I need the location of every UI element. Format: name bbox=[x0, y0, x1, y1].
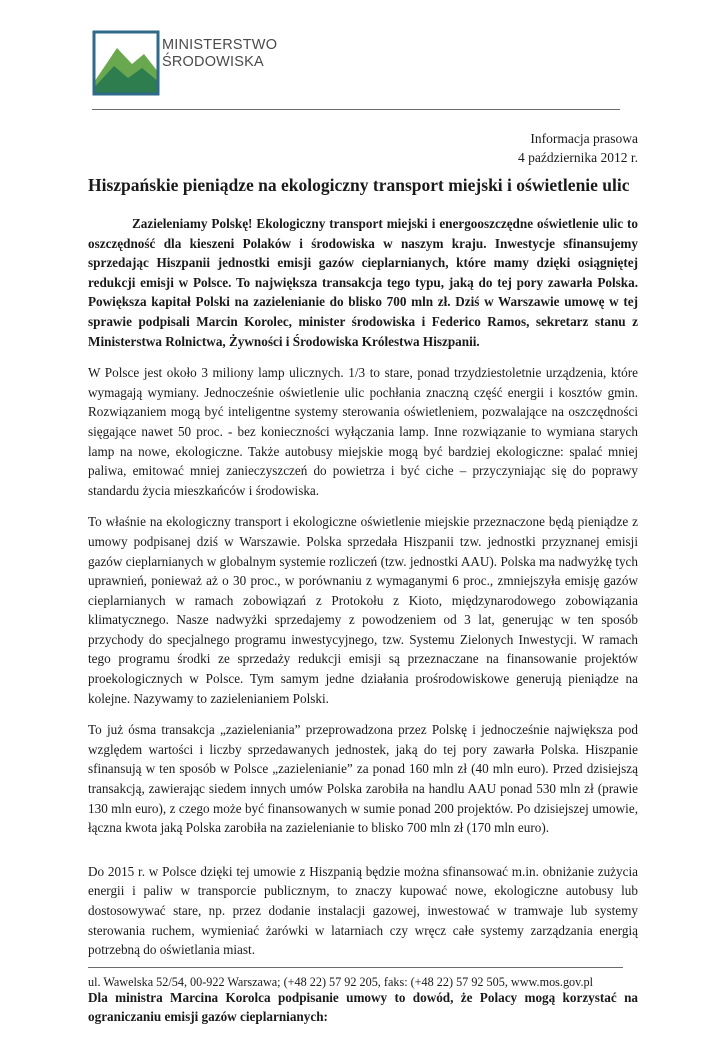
paragraph-street-lights: W Polsce jest około 3 miliony lamp ulicznych. 1/3 to stare, ponad trzydziestoletnie urządzenia, które wymagają wymiany. Jednocześnie oświetlenie ulic pochłania znaczną część energii i kosztów gmin. Rozwiązaniem mogą być inteligentne systemy sterowania oświetleniem, pozwalające na oszczędności sięgające nawet 50 proc. - bez konieczności wyłączania lamp. Inne rozwiązanie to wymiana starych lamp na nowe, ekologiczne. Także autobusy miejskie mogą być bardziej ekologiczne: spalać mniej paliwa, emitować mniej zanieczyszczeń do powietrza i być ciche – przyczyniając się do poprawy standardu życia mieszkańców i środowiska. bbox=[88, 365, 638, 498]
logo-wordmark bbox=[162, 37, 277, 71]
logo-line-2: ŚRODOWISKA bbox=[162, 54, 264, 70]
press-meta bbox=[518, 129, 638, 167]
paragraph-aau-sales: To właśnie na ekologiczny transport i ekologiczne oświetlenie miejskie przeznaczone będą pieniądze z umowy podpisanej dziś w Warszawie. Polska sprzedała Hiszpanii tzw. jednostki przyznanej emisji gazów cieplarnianych w globalnym systemie rozliczeń (tzw. jednostki AAU). Polska ma nadwyżkę tych uprawnień, ponieważ aż o 30 proc., w porównaniu z wymaganymi 6 proc., zmniejszyła emisję gazów cieplarnianych w ramach zobowiązań z Protokołu z Kioto, międzynarodowego zobowiązania klimatycznego. Nasze nadwyżki sprzedajemy z powodzeniem od 3 lat, generując w ten sposób przychody do specjalnego programu inwestycyjnego, tzw. Systemu Zielonych Inwestycji. W ramach tego programu środki ze sprzedaży redukcji emisji są przeznaczane na finansowanie projektów proekologicznych w Polsce. Tym samym jedne działania prośrodowiskowe generują pieniądze na kolejne. Nazywamy to zazielenianiem Polski. bbox=[88, 514, 638, 706]
header-divider bbox=[92, 109, 620, 110]
logo-mountain-icon bbox=[92, 30, 162, 96]
closing-paragraph: Dla ministra Marcina Korolca podpisanie umowy to dowód, że Polacy mogą korzystać na ograniczaniu emisji gazów cieplarnianych: bbox=[88, 989, 638, 1025]
lead-paragraph: Zazieleniamy Polskę! Ekologiczny transport miejski i energooszczędne oświetlenie ulic to oszczędność dla kieszeni Polaków i środowiska w naszym kraju. Inwestycje sfinansujemy sprzedając Hiszpanii jednostki emisji gazów cieplarnianych, które mamy dzięki osiągniętej redukcji emisji w Polsce. To największa transakcja tego typu, jaką do tej pory zawarła Polska. Powiększa kapitał Polski na zazielenianie do blisko 700 mln zł. Dziś w Warszawie umowę w tej sprawie podpisali Marcin Korolec, minister środowiska i Federico Ramos, sekretarz stanu z Ministerstwa Rolnictwa, Żywności i Środowiska Królestwa Hiszpanii. bbox=[88, 216, 638, 349]
footer-divider bbox=[88, 967, 623, 968]
logo-line-1: MINISTERSTWO bbox=[162, 37, 278, 53]
article-body bbox=[88, 214, 638, 1039]
document-date: 4 października 2012 r. bbox=[518, 150, 638, 165]
paragraph-until-2015: Do 2015 r. w Polsce dzięki tej umowie z Hiszpanią będzie można sfinansować m.in. obniżanie zużycia energii i paliw w transporcie publicznym, to znaczy kupować nowe, ekologiczne autobusy lub dostosowywać stare, np. przez dodanie instalacji gazowej, inwestować w tramwaje lub systemy sterowania ruchem, wymieniać żarówki w latarniach czy wręcz całe systemy zarządzania energią potrzebną do oświetlania miast. bbox=[88, 863, 638, 958]
document-type: Informacja prasowa bbox=[530, 131, 638, 146]
page-title: Hiszpańskie pieniądze na ekologiczny transport miejski i oświetlenie ulic bbox=[88, 175, 630, 195]
paragraph-eighth-transaction: To już ósma transakcja „zazieleniania” przeprowadzona przez Polskę i jednocześnie największa pod względem wartości i liczby sprzedawanych jednostek, jaką do tej pory zawarła Polska. Hiszpanie sfinansują w ten sposób w Polsce „zazielenianie” za ponad 160 mln zł (40 mln euro). Przed dzisiejszą transakcją, zawierając siedem innych umów Polska zarobiła na handlu AAU ponad 530 mln zł (prawie 130 mln euro), z czego może być finansowanych w sumie ponad 200 projektów. Po dzisiejszej umowie, łączna kwota jaką Polska zarobiła na zazielenianie to blisko 700 mln zł (170 mln euro). bbox=[88, 722, 638, 836]
footer-contact: ul. Wawelska 52/54, 00-922 Warszawa; (+48 22) 57 92 205, faks: (+48 22) 57 92 505, www.mos.gov.pl bbox=[88, 975, 593, 989]
